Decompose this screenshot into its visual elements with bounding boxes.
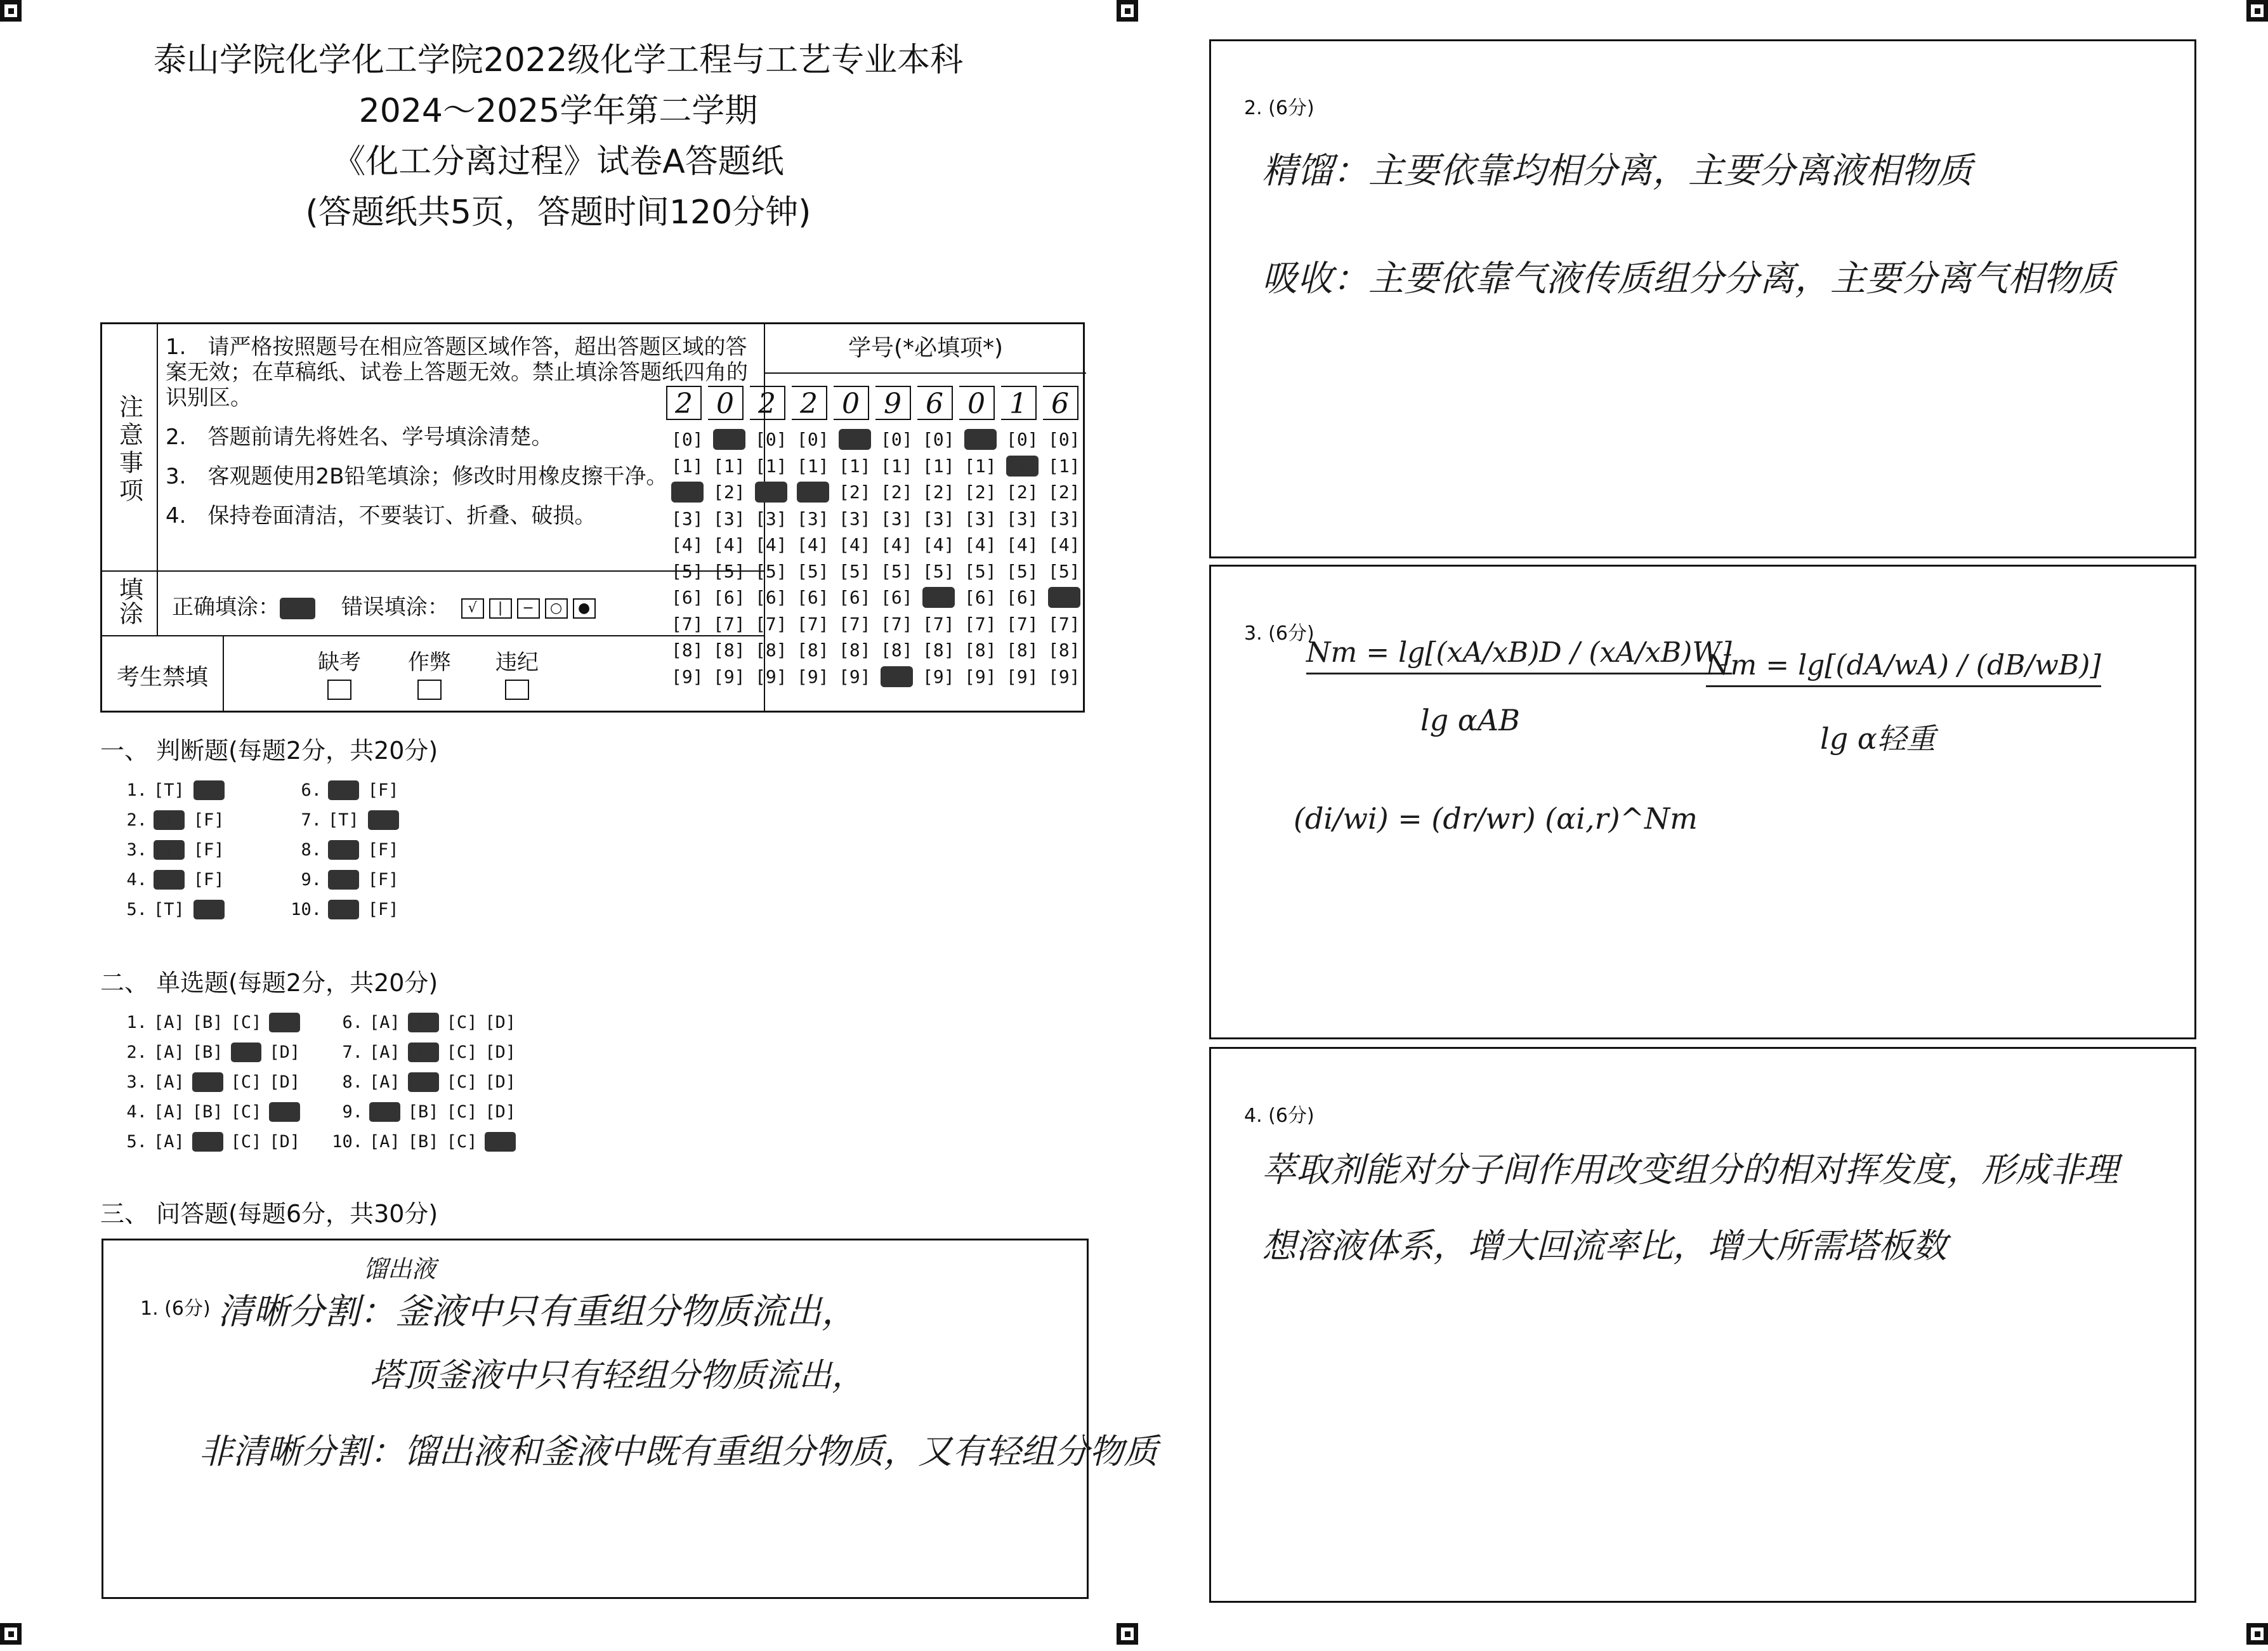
student-id-bubble[interactable]: [6] <box>671 587 704 608</box>
student-id-bubble[interactable]: [8] <box>1006 640 1039 661</box>
student-id-bubble[interactable]: [0] <box>839 429 871 450</box>
student-id-bubble[interactable]: [9] <box>964 666 997 687</box>
q3-formula3: (di/wi) = (dr/wr) (αi,r)^Nm <box>1294 801 1698 836</box>
forbidden-label-violation: 违纪 <box>495 650 539 675</box>
fill-example <box>172 589 596 621</box>
header-line-3: 《化工分离过程》试卷A答题纸 <box>332 143 784 181</box>
student-id-bubble[interactable]: [7] <box>755 613 787 635</box>
student-id-bubble[interactable]: [2] <box>881 482 913 503</box>
student-id-bubble[interactable]: [1] <box>922 455 955 477</box>
student-id-bubble[interactable]: [4] <box>713 534 745 555</box>
student-id-digit-box[interactable]: 6 <box>917 386 953 420</box>
student-id-bubble[interactable]: [9] <box>671 666 704 687</box>
choice-option-d[interactable]: [D] <box>485 1072 516 1092</box>
student-id-bubble[interactable]: [7] <box>671 613 704 635</box>
forbidden-title: 考生禁填 <box>116 664 208 690</box>
student-id-bubble[interactable]: [8] <box>839 640 871 661</box>
student-id-bubble[interactable]: [0] <box>671 429 704 450</box>
student-id-bubble[interactable]: [3] <box>713 508 745 529</box>
student-id-bubble[interactable]: [2] <box>1006 482 1039 503</box>
choice-option-c[interactable]: [C] <box>446 1013 478 1032</box>
q2-answer-box[interactable] <box>1209 39 2196 558</box>
notes-divider <box>102 570 764 572</box>
choice-option-d[interactable]: [D] <box>485 1043 516 1062</box>
tf-answer-row <box>289 840 408 860</box>
student-id-bubble[interactable]: [9] <box>881 666 913 687</box>
student-id-bubble[interactable]: [1] <box>839 455 871 477</box>
student-id-bubble[interactable]: [6] <box>1006 587 1039 608</box>
choice-option-c[interactable]: [C] <box>230 1132 262 1152</box>
choice-answer-row <box>330 1132 523 1152</box>
choice-option-b[interactable]: [B] <box>407 1102 439 1122</box>
q4-line2: 想溶液体系，增大回流率比，增大所需塔板数 <box>1262 1226 1947 1266</box>
student-id-bubble[interactable]: [4] <box>1006 534 1039 555</box>
tf-option-t[interactable]: [T] <box>328 870 359 890</box>
tf-option-f[interactable]: [F] <box>367 840 399 860</box>
choice-option-a[interactable]: [A] <box>369 1102 400 1122</box>
tf-option-t[interactable]: [T] <box>328 810 359 830</box>
tf-option-f[interactable]: [F] <box>193 780 225 800</box>
student-id-bubble[interactable]: [4] <box>839 534 871 555</box>
q4-line1: 萃取剂能对分子间作用改变组分的相对挥发度，形成非理 <box>1262 1150 2118 1190</box>
tf-answer-row <box>289 810 408 830</box>
student-id-bubble[interactable]: [0] <box>1006 429 1039 450</box>
tf-option-t[interactable]: [T] <box>154 810 185 830</box>
forbidden-item-2 <box>408 645 451 700</box>
wrong-mark-check: √ <box>461 598 484 619</box>
wrong-mark-circle: ○ <box>545 598 568 619</box>
student-id-bubble[interactable]: [6] <box>797 587 829 608</box>
q1-answer-box[interactable] <box>102 1239 1158 1599</box>
choice-option-b[interactable]: [B] <box>192 1072 223 1092</box>
choice-option-c[interactable]: [C] <box>446 1043 478 1062</box>
section2-title: 二、 单选题(每题2分，共20分) <box>100 969 438 997</box>
q1-line2: 塔顶釜液中只有轻组分物质流出， <box>370 1357 865 1395</box>
correct-fill-mark <box>280 598 315 619</box>
student-id-bubble[interactable]: [7] <box>922 613 955 635</box>
student-id-bubble[interactable]: [3] <box>755 508 787 529</box>
forbidden-box-violation[interactable] <box>505 680 529 700</box>
student-id-digit-box[interactable]: 1 <box>1001 386 1037 420</box>
student-id-digit-box[interactable]: 9 <box>875 386 911 420</box>
choice-option-a[interactable]: [A] <box>154 1132 185 1152</box>
wrong-fill-label: 错误填涂： <box>341 595 449 620</box>
choice-option-c[interactable]: [C] <box>230 1102 262 1122</box>
tf-question-number: 2. <box>126 810 147 830</box>
tf-question-number: 3. <box>126 840 147 860</box>
student-id-bubble[interactable]: [8] <box>713 640 745 661</box>
section3-title: 三、 问答题(每题6分，共30分) <box>100 1200 438 1228</box>
choice-answer-row <box>114 1102 308 1122</box>
student-id-bubble[interactable]: [9] <box>755 666 787 687</box>
student-id-bubble[interactable]: [1] <box>881 455 913 477</box>
choice-option-d[interactable]: [D] <box>269 1072 301 1092</box>
student-id-bubble[interactable]: [0] <box>922 429 955 450</box>
student-id-bubble[interactable]: [2] <box>671 482 704 503</box>
student-id-bubble[interactable]: [9] <box>713 666 745 687</box>
tf-option-t[interactable]: [T] <box>154 870 185 890</box>
header-line-4: (答题纸共5页，答题时间120分钟) <box>305 194 811 232</box>
q1-insert: 馏出液 <box>364 1255 436 1283</box>
q3-formula2-num: Nm = lg[(dA/wA) / (dB/wB)] <box>1706 649 2101 687</box>
q1-line1: 清晰分割：釜液中只有重组分物质流出， <box>218 1291 857 1332</box>
student-id-bubble[interactable]: [5] <box>922 560 955 582</box>
corner-mark-br <box>2246 1623 2268 1645</box>
student-id-bubble[interactable]: [7] <box>713 613 745 635</box>
choice-option-a[interactable]: [A] <box>154 1072 185 1092</box>
choice-answer-row <box>330 1043 523 1062</box>
tf-question-number: 10. <box>291 900 322 919</box>
choice-option-d[interactable]: [D] <box>269 1102 301 1122</box>
student-id-digit-box[interactable]: 0 <box>708 386 744 420</box>
tf-question-number: 1. <box>126 780 147 800</box>
student-id-digit-box[interactable]: 2 <box>666 386 702 420</box>
student-id-bubble[interactable]: [3] <box>922 508 955 529</box>
choice-option-a[interactable]: [A] <box>154 1013 185 1032</box>
wrong-mark-dash: − <box>517 598 540 619</box>
student-id-bubble[interactable]: [6] <box>1048 587 1080 608</box>
tf-option-f[interactable]: [F] <box>367 780 399 800</box>
student-id-digit-box[interactable]: 0 <box>959 386 995 420</box>
student-id-digit-box[interactable]: 2 <box>750 386 785 420</box>
tf-answer-row <box>289 900 408 919</box>
choice-question-number: 8. <box>342 1072 363 1092</box>
student-id-bubble[interactable]: [3] <box>964 508 997 529</box>
student-id-bubble[interactable]: [6] <box>922 587 955 608</box>
q3-formula1-num: Nm = lg[(xA/xB)D / (xA/xB)W] <box>1306 636 1732 674</box>
choice-option-b[interactable]: [B] <box>192 1043 223 1062</box>
wrong-mark-dot: ● <box>573 598 596 619</box>
choice-option-a[interactable]: [A] <box>369 1013 400 1032</box>
choice-option-a[interactable]: [A] <box>154 1102 185 1122</box>
choice-question-number: 2. <box>126 1043 147 1062</box>
student-id-bubble[interactable]: [1] <box>755 455 787 477</box>
student-id-bubble[interactable]: [5] <box>839 560 871 582</box>
student-id-bubble[interactable]: [5] <box>881 560 913 582</box>
q4-answer-box[interactable] <box>1209 1047 2196 1603</box>
student-id-bubble[interactable]: [1] <box>1006 455 1039 477</box>
choice-answer-row <box>330 1102 523 1122</box>
choice-option-c[interactable]: [C] <box>446 1072 478 1092</box>
forbidden-box-cheat[interactable] <box>417 680 442 700</box>
fill-title-cell <box>102 570 158 635</box>
correct-fill-label: 正确填涂： <box>172 595 280 620</box>
choice-option-a[interactable]: [A] <box>369 1072 400 1092</box>
choice-question-number: 10. <box>332 1132 363 1152</box>
student-id-bubble[interactable]: [2] <box>839 482 871 503</box>
tf-answer-row <box>114 810 233 830</box>
notes-title-cell <box>102 324 158 570</box>
student-id-bubble[interactable]: [1] <box>797 455 829 477</box>
student-id-bubble[interactable]: [7] <box>964 613 997 635</box>
student-id-bubble[interactable]: [3] <box>1048 508 1080 529</box>
choice-option-d[interactable]: [D] <box>485 1013 516 1032</box>
student-id-bubble[interactable]: [8] <box>922 640 955 661</box>
tf-question-number: 4. <box>126 870 147 890</box>
choice-option-c[interactable]: [C] <box>446 1132 478 1152</box>
student-id-bubble[interactable]: [4] <box>922 534 955 555</box>
student-id-bubble[interactable]: [3] <box>1006 508 1039 529</box>
tf-question-number: 5. <box>126 900 147 919</box>
student-id-bubble[interactable]: [0] <box>713 429 745 450</box>
choice-question-number: 7. <box>342 1043 363 1062</box>
student-id-bubble[interactable]: [2] <box>922 482 955 503</box>
tf-option-t[interactable]: [T] <box>328 840 359 860</box>
student-id-bubble[interactable]: [7] <box>797 613 829 635</box>
choice-option-c[interactable]: [C] <box>446 1102 478 1122</box>
student-id-bubble[interactable]: [7] <box>881 613 913 635</box>
student-id-bubble[interactable]: [5] <box>964 560 997 582</box>
q1-line3: 非清晰分割：馏出液和釜液中既有重组分物质，又有轻组分物质 <box>199 1431 1158 1471</box>
student-id-bubble[interactable]: [1] <box>671 455 704 477</box>
forbidden-label-absent: 缺考 <box>318 650 361 675</box>
forbidden-item-1 <box>318 645 361 700</box>
student-id-bubble[interactable]: [8] <box>797 640 829 661</box>
student-id-bubble[interactable]: [1] <box>713 455 745 477</box>
tf-question-number: 9. <box>301 870 322 890</box>
notes-list <box>166 334 756 529</box>
student-id-bubble[interactable]: [2] <box>1048 482 1080 503</box>
choice-option-b[interactable]: [B] <box>407 1072 439 1092</box>
choice-answer-row <box>114 1132 308 1152</box>
student-id-bubble[interactable]: [6] <box>881 587 913 608</box>
notes-item-1: 1. 请严格按照题号在相应答题区域作答，超出答题区域的答案无效；在草稿纸、试卷上答题无效。禁止填涂答题纸四角的识别区。 <box>166 334 748 411</box>
student-id-bubble[interactable]: [4] <box>881 534 913 555</box>
corner-mark-tr <box>2246 0 2268 22</box>
choice-option-a[interactable]: [A] <box>154 1043 185 1062</box>
student-id-bubble[interactable]: [4] <box>755 534 787 555</box>
choice-answer-row <box>114 1013 308 1032</box>
choice-option-c[interactable]: [C] <box>230 1072 262 1092</box>
choice-answer-row <box>114 1043 308 1062</box>
student-id-bubble[interactable]: [4] <box>1048 534 1080 555</box>
student-id-title: 学号(*必填项*) <box>765 324 1086 374</box>
student-id-bubble[interactable]: [3] <box>881 508 913 529</box>
tf-option-f[interactable]: [F] <box>193 870 225 890</box>
tf-option-t[interactable]: [T] <box>154 840 185 860</box>
fill-title: 填涂 <box>115 577 143 625</box>
choice-question-number: 6. <box>342 1013 363 1032</box>
corner-mark-tl <box>0 0 22 22</box>
student-id-bubble[interactable]: [0] <box>755 429 787 450</box>
student-id-bubble[interactable]: [5] <box>755 560 787 582</box>
student-id-bubble[interactable]: [9] <box>1048 666 1080 687</box>
student-id-digit-box[interactable]: 0 <box>834 386 869 420</box>
choice-question-number: 1. <box>126 1013 147 1032</box>
choice-option-d[interactable]: [D] <box>485 1132 516 1152</box>
student-id-bubble[interactable]: [1] <box>1048 455 1080 477</box>
student-id-bubble[interactable]: [7] <box>1048 613 1080 635</box>
student-id-bubble[interactable]: [9] <box>797 666 829 687</box>
choice-option-d[interactable]: [D] <box>269 1013 301 1032</box>
choice-question-number: 4. <box>126 1102 147 1122</box>
student-id-bubble[interactable]: [0] <box>797 429 829 450</box>
q3-formula1-den: lg αAB <box>1420 703 1520 737</box>
student-id-bubble[interactable]: [0] <box>881 429 913 450</box>
student-id-bubble[interactable]: [2] <box>964 482 997 503</box>
student-id-bubble[interactable]: [9] <box>922 666 955 687</box>
choice-option-b[interactable]: [B] <box>407 1013 439 1032</box>
q1-label: 1. (6分) <box>140 1298 211 1320</box>
choice-option-d[interactable]: [D] <box>269 1132 301 1152</box>
student-id-bubble[interactable]: [2] <box>797 482 829 503</box>
tf-option-f[interactable]: [F] <box>193 810 225 830</box>
student-id-bubble[interactable]: [5] <box>1006 560 1039 582</box>
tf-answer-row <box>289 780 408 800</box>
q2-line2: 吸收：主要依靠气液传质组分分离，主要分离气相物质 <box>1262 258 2114 299</box>
student-id-digit-box[interactable]: 2 <box>792 386 827 420</box>
student-id-bubble[interactable]: [0] <box>1048 429 1080 450</box>
q2-label: 2. (6分) <box>1244 97 1314 119</box>
student-id-bubble[interactable]: [7] <box>1006 613 1039 635</box>
choice-option-b[interactable]: [B] <box>192 1132 223 1152</box>
student-id-bubble[interactable]: [5] <box>797 560 829 582</box>
student-id-bubble[interactable]: [6] <box>713 587 745 608</box>
forbidden-box-absent[interactable] <box>327 680 351 700</box>
forbidden-label-cheat: 作弊 <box>408 650 451 675</box>
student-id-bubble[interactable]: [5] <box>713 560 745 582</box>
student-id-bubble[interactable]: [9] <box>839 666 871 687</box>
student-id-bubble[interactable]: [4] <box>964 534 997 555</box>
tf-answer-row <box>114 870 233 890</box>
tf-option-f[interactable]: [F] <box>193 840 225 860</box>
tf-option-f[interactable]: [F] <box>193 900 225 919</box>
q3-formula2-den: lg α轻重 <box>1820 721 1936 756</box>
student-id-bubble[interactable]: [8] <box>671 640 704 661</box>
q2-line1: 精馏：主要依靠均相分离，主要分离液相物质 <box>1262 150 1972 192</box>
choice-question-number: 3. <box>126 1072 147 1092</box>
student-id-bubble[interactable]: [8] <box>964 640 997 661</box>
choice-option-c[interactable]: [C] <box>230 1013 262 1032</box>
student-id-bubble[interactable]: [4] <box>797 534 829 555</box>
forbidden-item-3 <box>495 645 539 700</box>
tf-answer-row <box>114 900 233 919</box>
tf-option-t[interactable]: [T] <box>328 900 359 919</box>
wrong-mark-bar: | <box>489 598 512 619</box>
student-id-bubble[interactable]: [5] <box>1048 560 1080 582</box>
student-id-bubble[interactable]: [1] <box>964 455 997 477</box>
choice-option-b[interactable]: [B] <box>407 1043 439 1062</box>
student-id-bubble[interactable]: [2] <box>713 482 745 503</box>
choice-option-d[interactable]: [D] <box>269 1043 301 1062</box>
tf-question-number: 6. <box>301 780 322 800</box>
student-id-bubble[interactable]: [3] <box>839 508 871 529</box>
q3-label: 3. (6分) <box>1244 622 1314 645</box>
choice-option-b[interactable]: [B] <box>192 1013 223 1032</box>
student-id-bubble[interactable]: [6] <box>755 587 787 608</box>
student-id-bubble[interactable]: [6] <box>839 587 871 608</box>
corner-mark-bm <box>1117 1623 1138 1645</box>
tf-option-f[interactable]: [F] <box>367 810 399 830</box>
notes-title: 注意事项 <box>115 394 143 506</box>
tf-question-number: 8. <box>301 840 322 860</box>
choice-option-a[interactable]: [A] <box>369 1132 400 1152</box>
student-id-bubble[interactable]: [8] <box>881 640 913 661</box>
header-line-2: 2024～2025学年第二学期 <box>358 92 758 130</box>
tf-answer-row <box>114 780 233 800</box>
corner-mark-tm <box>1117 0 1138 22</box>
tf-option-t[interactable]: [T] <box>154 900 185 919</box>
student-id-bubble[interactable]: [3] <box>797 508 829 529</box>
tf-option-f[interactable]: [F] <box>367 900 399 919</box>
choice-option-c[interactable]: [C] <box>230 1043 262 1062</box>
student-id-bubble[interactable]: [4] <box>671 534 704 555</box>
notes-item-4: 4. 保持卷面清洁，不要装订、折叠、破损。 <box>166 503 596 529</box>
choice-answer-row <box>114 1072 308 1092</box>
tf-answer-row <box>114 840 233 860</box>
q3-answer-box[interactable] <box>1209 565 2196 1039</box>
student-id-bubble[interactable]: [5] <box>671 560 704 582</box>
header-line-1: 泰山学院化学化工学院2022级化学工程与工艺专业本科 <box>153 41 964 79</box>
student-id-bubble[interactable]: [2] <box>755 482 787 503</box>
student-id-bubble[interactable]: [0] <box>964 429 997 450</box>
student-id-bubble[interactable]: [9] <box>1006 666 1039 687</box>
choice-option-a[interactable]: [A] <box>369 1043 400 1062</box>
notes-item-2: 2. 答题前请先将姓名、学号填涂清楚。 <box>166 424 553 450</box>
corner-mark-bl <box>0 1623 22 1645</box>
student-id-bubble[interactable]: [8] <box>1048 640 1080 661</box>
choice-question-number: 5. <box>126 1132 147 1152</box>
choice-answer-row <box>330 1013 523 1032</box>
tf-option-t[interactable]: [T] <box>154 780 185 800</box>
section1-title: 一、 判断题(每题2分，共20分) <box>100 737 438 765</box>
choice-option-d[interactable]: [D] <box>485 1102 516 1122</box>
student-id-bubble[interactable]: [3] <box>671 508 704 529</box>
tf-answer-row <box>289 870 408 890</box>
tf-question-number: 7. <box>301 810 322 830</box>
choice-answer-row <box>330 1072 523 1092</box>
choice-option-b[interactable]: [B] <box>407 1132 439 1152</box>
student-id-digit-box[interactable]: 6 <box>1043 386 1078 420</box>
student-id-bubble[interactable]: [7] <box>839 613 871 635</box>
notes-item-3: 3. 客观题使用2B铅笔填涂；修改时用橡皮擦干净。 <box>166 464 668 489</box>
q4-label: 4. (6分) <box>1244 1105 1314 1127</box>
student-id-bubble[interactable]: [8] <box>755 640 787 661</box>
choice-option-b[interactable]: [B] <box>192 1102 223 1122</box>
choice-question-number: 9. <box>342 1102 363 1122</box>
tf-option-f[interactable]: [F] <box>367 870 399 890</box>
student-id-bubble[interactable]: [6] <box>964 587 997 608</box>
forbidden-title-cell <box>102 635 224 713</box>
tf-option-t[interactable]: [T] <box>328 780 359 800</box>
